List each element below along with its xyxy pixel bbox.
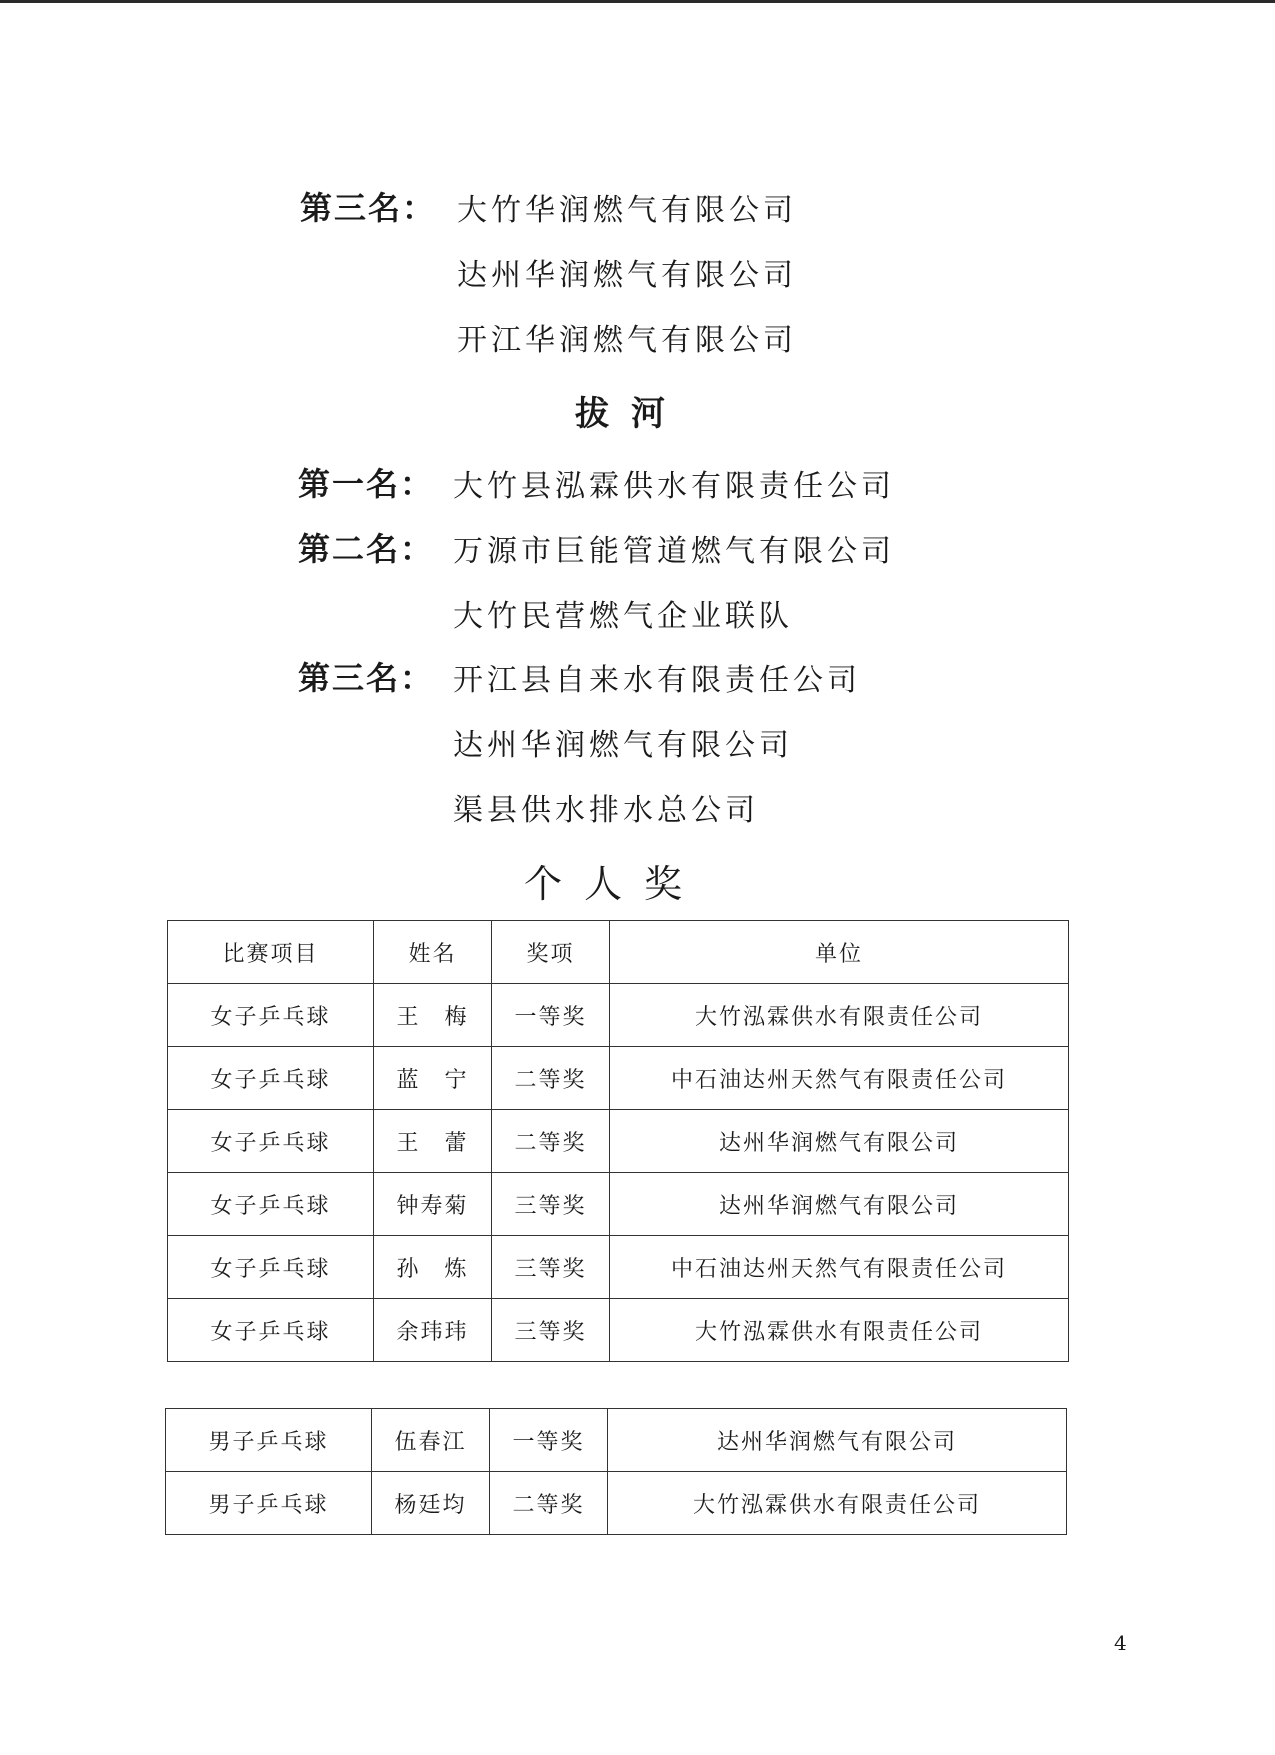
org-name: 大竹华润燃气有限公司 <box>457 193 797 228</box>
cell-name: 孙 炼 <box>374 1236 492 1299</box>
scan-top-edge <box>0 0 1275 3</box>
section-title-tug-of-war: 拔河 <box>575 394 687 434</box>
cell-award: 一等奖 <box>492 984 610 1047</box>
cell-award: 三等奖 <box>492 1299 610 1362</box>
table-row <box>168 1173 1069 1236</box>
table-header-row <box>168 921 1069 984</box>
cell-award: 三等奖 <box>492 1173 610 1236</box>
cell-unit: 达州华润燃气有限公司 <box>610 1110 1069 1173</box>
cell-name: 蓝 宁 <box>374 1047 492 1110</box>
cell-award: 二等奖 <box>492 1047 610 1110</box>
cell-name: 王 梅 <box>374 984 492 1047</box>
cell-name: 余玮玮 <box>374 1299 492 1362</box>
org-name: 大竹县泓霖供水有限责任公司 <box>453 469 895 504</box>
org-name: 开江县自来水有限责任公司 <box>453 663 861 698</box>
table-row <box>168 1299 1069 1362</box>
cell-event: 女子乒乓球 <box>168 984 374 1047</box>
org-name: 开江华润燃气有限公司 <box>457 323 797 358</box>
org-name: 达州华润燃气有限公司 <box>453 728 793 763</box>
cell-unit: 大竹泓霖供水有限责任公司 <box>610 984 1069 1047</box>
cell-event: 女子乒乓球 <box>168 1173 374 1236</box>
header-unit: 单位 <box>610 921 1069 984</box>
cell-name: 伍春江 <box>372 1409 490 1472</box>
rank-label-second: 第二名： <box>298 530 435 568</box>
org-name: 达州华润燃气有限公司 <box>457 258 797 293</box>
cell-event: 男子乒乓球 <box>166 1409 372 1472</box>
rank-label-first: 第一名： <box>298 465 435 503</box>
cell-name: 钟寿菊 <box>374 1173 492 1236</box>
cell-unit: 中石油达州天然气有限责任公司 <box>610 1047 1069 1110</box>
org-name: 万源市巨能管道燃气有限公司 <box>453 534 895 569</box>
org-name: 大竹民营燃气企业联队 <box>453 599 793 634</box>
cell-name: 杨廷均 <box>372 1472 490 1535</box>
table-row <box>168 1236 1069 1299</box>
cell-event: 女子乒乓球 <box>168 1236 374 1299</box>
cell-event: 女子乒乓球 <box>168 1299 374 1362</box>
cell-unit: 中石油达州天然气有限责任公司 <box>610 1236 1069 1299</box>
cell-event: 女子乒乓球 <box>168 1110 374 1173</box>
header-event: 比赛项目 <box>168 921 374 984</box>
table-row <box>168 984 1069 1047</box>
cell-award: 二等奖 <box>492 1110 610 1173</box>
table-row <box>166 1472 1067 1535</box>
rank-label-third-prev: 第三名： <box>300 189 437 227</box>
cell-event: 女子乒乓球 <box>168 1047 374 1110</box>
header-award: 奖项 <box>492 921 610 984</box>
table-row <box>168 1047 1069 1110</box>
cell-unit: 达州华润燃气有限公司 <box>608 1409 1067 1472</box>
cell-unit: 达州华润燃气有限公司 <box>610 1173 1069 1236</box>
cell-award: 三等奖 <box>492 1236 610 1299</box>
cell-award: 一等奖 <box>490 1409 608 1472</box>
section-title-individual: 个人奖 <box>524 862 705 906</box>
cell-event: 男子乒乓球 <box>166 1472 372 1535</box>
cell-unit: 大竹泓霖供水有限责任公司 <box>610 1299 1069 1362</box>
awards-table-men <box>165 1408 1067 1535</box>
cell-name: 王 蕾 <box>374 1110 492 1173</box>
cell-award: 二等奖 <box>490 1472 608 1535</box>
table-row <box>168 1110 1069 1173</box>
page-number: 4 <box>1114 1631 1127 1655</box>
org-name: 渠县供水排水总公司 <box>453 793 759 828</box>
awards-table-women <box>167 920 1069 1362</box>
table-row <box>166 1409 1067 1472</box>
rank-label-third: 第三名： <box>298 659 435 697</box>
header-name: 姓名 <box>374 921 492 984</box>
cell-unit: 大竹泓霖供水有限责任公司 <box>608 1472 1067 1535</box>
